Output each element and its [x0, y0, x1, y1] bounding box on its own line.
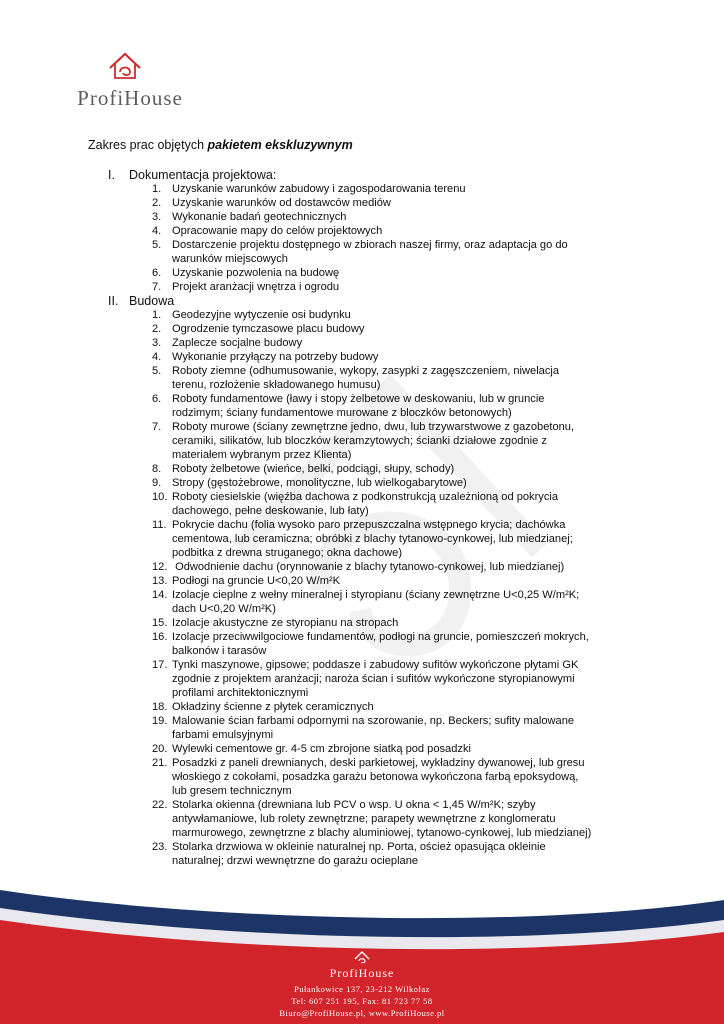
- item-text: Roboty fundamentowe (ławy i stopy żelbetowe w deskowaniu, lub w gruncie: [172, 393, 545, 405]
- item-text: włoskiego z cokołami, posadzka garażu betonowa wykończona farbą epoksydową,: [172, 771, 579, 783]
- list-item: [152, 658, 578, 672]
- list-item: [152, 546, 402, 560]
- list-item: [152, 630, 589, 644]
- list-item: [152, 616, 398, 630]
- section-heading: [108, 294, 174, 308]
- item-text: Wykonanie przyłączy na potrzeby budowy: [172, 351, 379, 363]
- item-number: 2.: [152, 323, 162, 335]
- item-number: 9.: [152, 477, 162, 489]
- item-text: naturalnej; drzwi wewnętrzne do garażu ocieplane: [172, 855, 419, 867]
- item-number: 21.: [152, 757, 168, 769]
- list-item: [152, 532, 573, 546]
- item-text: Stolarka drzwiowa w okleinie naturalnej np. Porta, oścież opasująca okleinie: [172, 841, 546, 853]
- list-item: [152, 266, 339, 280]
- list-item: [152, 392, 544, 406]
- section-number: II.: [108, 294, 119, 308]
- list-item: [152, 518, 565, 532]
- section-number: I.: [108, 168, 115, 182]
- list-item: [152, 602, 276, 616]
- list-item: [152, 378, 380, 392]
- item-number: 5.: [152, 239, 162, 251]
- item-text: warunków miejscowych: [172, 253, 288, 265]
- footer-address: Pułankowice 137, 23-212 Wilkołaz: [294, 984, 430, 994]
- item-number: 22.: [152, 799, 168, 811]
- item-text: Opracowanie mapy do celów projektowych: [172, 225, 383, 237]
- item-text: Ogrodzenie tymczasowe placu budowy: [172, 323, 365, 335]
- item-number: 7.: [152, 281, 162, 293]
- item-text: ceramiki, silikatów, lub bloczków keramzytowych; ścianki działowe zgodnie z: [172, 435, 547, 447]
- item-text: Projekt aranżacji wnętrza i ogrodu: [172, 281, 340, 293]
- list-item: [152, 644, 266, 658]
- house-logo-icon: [106, 48, 144, 84]
- item-text: dach U<0,20 W/m²K): [172, 603, 276, 615]
- item-text: Wykonanie badań geotechnicznych: [172, 211, 347, 223]
- item-number: 7.: [152, 421, 162, 433]
- item-text: Uzyskanie warunków od dostawców mediów: [172, 197, 391, 209]
- item-number: 8.: [152, 463, 162, 475]
- item-text: Pokrycie dachu (folia wysoko paro przepuszczalna wstępnego krycia; dachówka: [172, 519, 566, 531]
- list-item: [152, 462, 454, 476]
- item-text: Dostarczenie projektu dostępnego w zbiorach naszej firmy, oraz adaptacja go do: [172, 239, 568, 251]
- list-item: [152, 714, 574, 728]
- item-text: Roboty ziemne (odhumusowanie, wykopy, zasypki z zagęszczeniem, niwelacja: [172, 365, 560, 377]
- list-item: [152, 364, 559, 378]
- list-item: [152, 420, 574, 434]
- item-text: profilami architektonicznymi: [172, 687, 309, 699]
- list-item: [152, 448, 351, 462]
- item-text: Zaplecze socjalne budowy: [172, 337, 303, 349]
- item-text: materiałem wybranym przez Klienta): [172, 449, 352, 461]
- item-text: Roboty ciesielskie (więźba dachowa z podkonstrukcją uzależnioną od pokrycia: [172, 491, 559, 503]
- item-number: 2.: [152, 197, 162, 209]
- item-number: 4.: [152, 225, 162, 237]
- item-text: Roboty murowe (ściany zewnętrzne jedno, dwu, lub trzywarstwowe z gazobetonu,: [172, 421, 575, 433]
- list-item: [152, 224, 382, 238]
- item-text: antywłamaniowe, lub rolety zewnętrzne; parapety wewnętrzne z konglomeratu: [172, 813, 556, 825]
- list-item: [152, 308, 351, 322]
- section-heading: [108, 168, 276, 182]
- item-text: Izolacje akustyczne ze styropianu na stropach: [172, 617, 399, 629]
- item-text: Odwodnienie dachu (orynnowanie z blachy tytanowo-cynkowej, lub miedzianej): [172, 561, 565, 573]
- item-text: marmurowego, zewnętrzne z blachy aluminiowej, tytanowo-cynkowej, lub miedzianej): [172, 827, 592, 839]
- list-item: [152, 490, 558, 504]
- list-item: [152, 252, 288, 266]
- list-item: [152, 770, 578, 784]
- item-text: Stropy (gęstożebrowe, monolityczne, lub wielkogabarytowe): [172, 477, 467, 489]
- item-text: Uzyskanie pozwolenia na budowę: [172, 267, 340, 279]
- item-number: 20.: [152, 743, 168, 755]
- intro-prefix: Zakres prac objętych: [88, 138, 208, 152]
- item-text: Malowanie ścian farbami odpornymi na szorowanie, np. Beckers; sufity malowane: [172, 715, 575, 727]
- list-item: [152, 350, 378, 364]
- item-text: terenu, rozłożenie składowanego humusu): [172, 379, 381, 391]
- item-text: Izolacje cieplne z wełny mineralnej i styropianu (ściany zewnętrzne U<0,25 W/m²K;: [172, 589, 580, 601]
- list-item: [152, 728, 273, 742]
- list-item: [152, 322, 364, 336]
- footer-brand: ProfiHouse: [329, 966, 395, 980]
- list-item: [152, 574, 340, 588]
- list-item: [152, 742, 471, 756]
- item-text: rodzimym; ściany fundamentowe murowane z bloczków betonowych): [172, 407, 512, 419]
- item-number: 16.: [152, 631, 168, 643]
- item-text: podbitka z drewna struganego; okna dachowe): [172, 547, 403, 559]
- item-number: 1.: [152, 183, 162, 195]
- footer-logo-icon: [353, 950, 371, 966]
- item-number: 19.: [152, 715, 168, 727]
- list-item: [152, 672, 575, 686]
- item-text: Okładziny ścienne z płytek ceramicznych: [172, 701, 374, 713]
- list-item: [152, 798, 536, 812]
- footer-phone: Tel: 607 251 195, Fax: 81 723 77 58: [291, 996, 433, 1006]
- item-number: 12.: [152, 561, 168, 573]
- section-title: Budowa: [129, 294, 175, 308]
- item-text: balkonów i tarasów: [172, 645, 267, 657]
- list-item: [152, 686, 308, 700]
- item-text: lub gresem technicznym: [172, 785, 292, 797]
- list-item: [152, 476, 467, 490]
- list-item: [152, 756, 585, 770]
- item-text: Geodezyjne wytyczenie osi budynku: [172, 309, 351, 321]
- item-text: Posadzki z paneli drewnianych, deski parkietowej, wykładziny dywanowej, lub gresu: [172, 757, 585, 769]
- list-item: [152, 826, 591, 840]
- list-item: [152, 406, 512, 420]
- list-item: [152, 840, 546, 854]
- section-title: Dokumentacja projektowa:: [129, 168, 277, 182]
- item-text: Roboty żelbetowe (wieńce, belki, podciągi, słupy, schody): [172, 463, 455, 475]
- list-item: [152, 280, 339, 294]
- item-text: Wylewki cementowe gr. 4-5 cm zbrojone siatką pod posadzki: [172, 743, 471, 755]
- list-item: [152, 784, 292, 798]
- item-text: zgodnie z projektem aranżacji; naroża ścian i sufitów wykończone styropianowymi: [172, 673, 575, 685]
- item-number: 14.: [152, 589, 168, 601]
- item-number: 3.: [152, 337, 162, 349]
- list-item: [152, 182, 466, 196]
- item-number: 6.: [152, 267, 162, 279]
- item-text: Podłogi na gruncie U<0,20 W/m²K: [172, 575, 341, 587]
- list-item: [152, 504, 369, 518]
- list-item: [152, 336, 302, 350]
- item-number: 11.: [152, 519, 167, 531]
- item-number: 17.: [152, 659, 168, 671]
- item-text: dachowego, pełne deskowanie, lub łaty): [172, 505, 369, 517]
- item-text: Uzyskanie warunków zabudowy i zagospodarowania terenu: [172, 183, 466, 195]
- list-item: [152, 700, 374, 714]
- company-logo: [50, 48, 210, 114]
- item-number: 6.: [152, 393, 162, 405]
- item-text: Stolarka okienna (drewniana lub PCV o wsp. U okna < 1,45 W/m²K; szyby: [172, 799, 536, 811]
- item-number: 18.: [152, 701, 168, 713]
- list-item: [152, 588, 579, 602]
- item-number: 15.: [152, 617, 168, 629]
- item-text: Izolacje przeciwwilgociowe fundamentów, podłogi na gruncie, pomieszczeń mokrych,: [172, 631, 589, 643]
- list-item: [152, 560, 564, 574]
- list-item: [152, 196, 391, 210]
- item-number: 1.: [152, 309, 162, 321]
- footer-contact: Biuro@ProfiHouse.pl, www.ProfiHouse.pl: [279, 1008, 445, 1018]
- item-text: cementowa, lub ceramiczna; obróbki z blachy tytanowo-cynkowej, lub miedzianej;: [172, 533, 573, 545]
- item-number: 10.: [152, 491, 168, 503]
- item-number: 23.: [152, 841, 168, 853]
- intro-heading: [88, 138, 353, 152]
- item-text: Tynki maszynowe, gipsowe; poddasze i zabudowy sufitów wykończone płytami GK: [172, 659, 579, 671]
- item-text: farbami emulsyjnymi: [172, 729, 274, 741]
- list-item: [152, 434, 547, 448]
- item-number: 13.: [152, 575, 168, 587]
- intro-emphasis: pakietem ekskluzywnym: [207, 138, 353, 152]
- item-number: 4.: [152, 351, 162, 363]
- list-item: [152, 812, 556, 826]
- list-item: [152, 210, 346, 224]
- logo-wordmark: ProfiHouse: [77, 86, 183, 110]
- item-number: 3.: [152, 211, 162, 223]
- list-item: [152, 238, 568, 252]
- item-number: 5.: [152, 365, 162, 377]
